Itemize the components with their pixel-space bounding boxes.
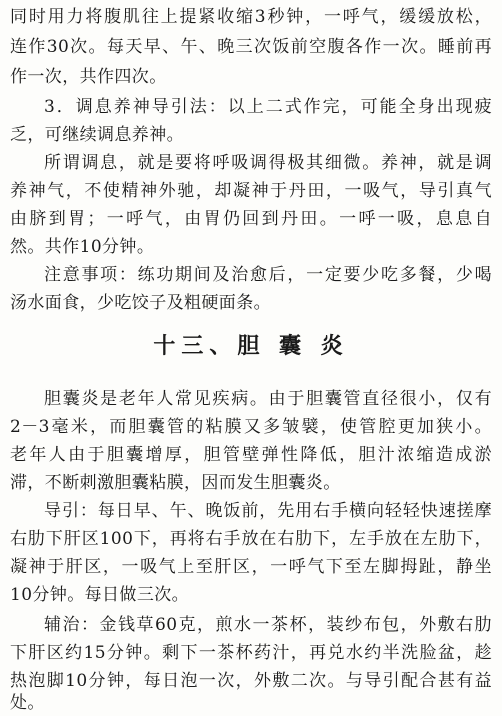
text-line: 辅治：金钱草60克，煎水一茶杯，装纱布包，外敷右肋 xyxy=(44,615,492,635)
text-line: 胆囊炎是老年人常见疾病。由于胆囊管直径很小，仅有 xyxy=(44,389,492,409)
section-heading: 十三、胆 囊 炎 xyxy=(153,333,349,359)
text-line: 乏，可继续调息养神。 xyxy=(10,125,184,145)
text-line: 同时用力将腹肌往上提紧收缩3秒钟，一呼气，缓缓放松， xyxy=(10,7,492,27)
text-line: 作一次，共作四次。 xyxy=(10,67,167,87)
text-line: 注意事项：练功期间及治愈后，一定要少吃多餐，少喝 xyxy=(44,265,492,285)
text-line: 汤水面食，少吃饺子及粗硬面条。 xyxy=(10,293,271,313)
text-line: 凝神于肝区，一吸气上至肝区，一呼气下至左脚拇趾，静坐 xyxy=(10,557,492,577)
text-line: 热泡脚10分钟，每日泡一次，外敷二次。与导引配合甚有益 xyxy=(10,671,492,691)
text-line: 滞，不断刺激胆囊粘膜，因而发生胆囊炎。 xyxy=(10,473,341,493)
text-line: 所谓调息，就是要将呼吸调得极其细微。养神，就是调 xyxy=(44,153,492,173)
text-line: 10分钟。每日做三次。 xyxy=(10,585,190,605)
text-line: 导引：每日早、午、晚饭前，先用右手横向轻轻快速搓摩 xyxy=(44,501,492,521)
text-line: 右肋下肝区100下，再将右手放在右肋下，左手放在左肋下， xyxy=(10,529,492,549)
text-line: 2－3毫米，而胆囊管的粘膜又多皱襞，使管腔更加狭小。 xyxy=(10,417,492,437)
text-line: 下肝区约15分钟。剩下一茶杯药汁，再兑水约半洗脸盆，趁 xyxy=(10,643,492,663)
text-line: 然。共作10分钟。 xyxy=(10,237,155,257)
text-line: 老年人由于胆囊增厚，胆管壁弹性降低，胆汁浓缩造成淤 xyxy=(10,445,492,465)
text-line: 由脐到胃；一呼气，由胃仍回到丹田。一呼一吸，息息自 xyxy=(10,209,492,229)
text-line: 处。 xyxy=(10,693,45,713)
text-line: 3．调息养神导引法：以上二式作完，可能全身出现疲 xyxy=(44,97,492,117)
text-line: 养神气，不使精神外驰，却凝神于丹田，一吸气，导引真气 xyxy=(10,181,492,201)
text-line: 连作30次。每天早、午、晚三次饭前空腹各作一次。睡前再 xyxy=(10,37,492,57)
